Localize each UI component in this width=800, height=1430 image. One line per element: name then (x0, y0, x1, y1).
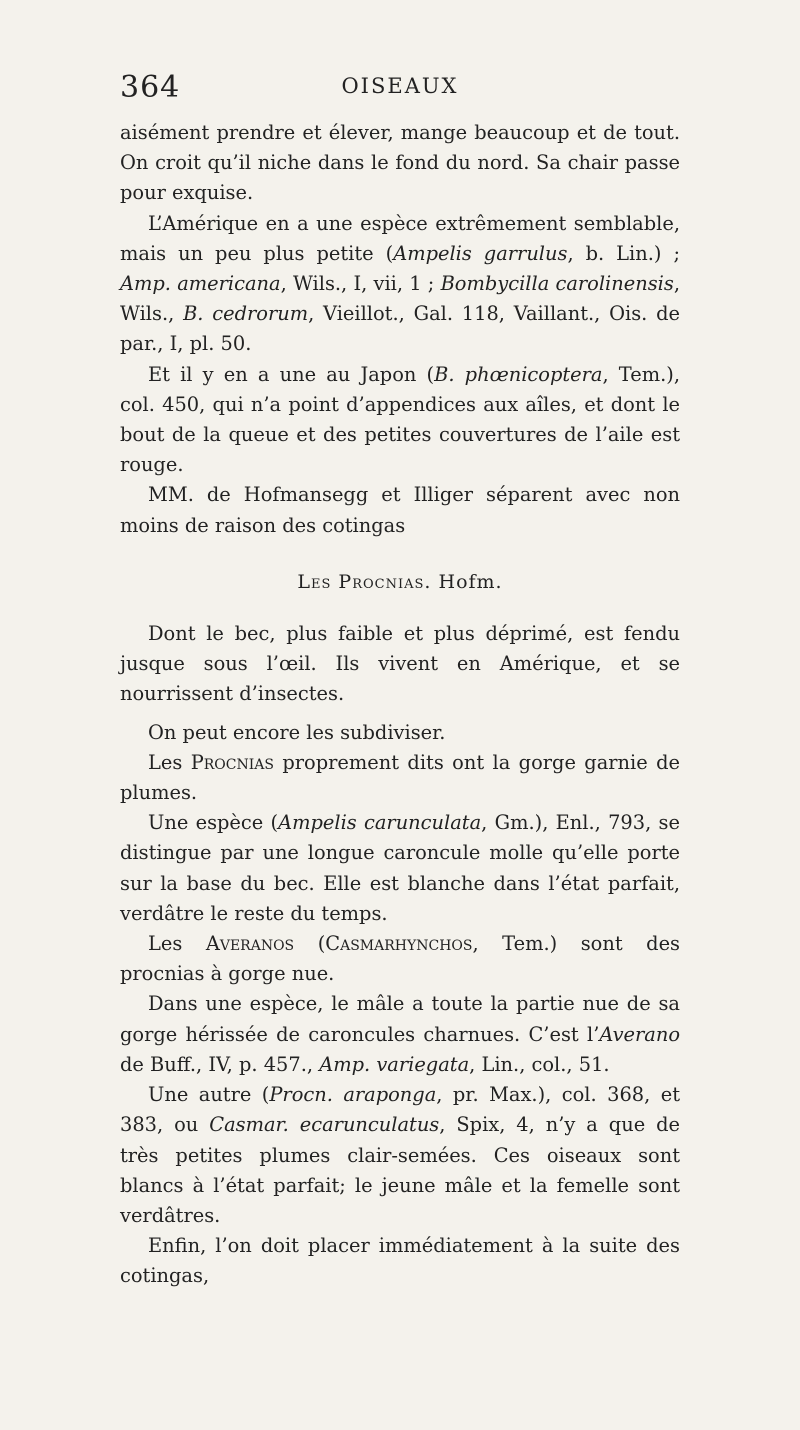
paragraph-12: Enfin, l’on doit placer immédiatement à la suite des cotingas, (120, 1234, 680, 1288)
species-name: Casmar. ecarunculatus (209, 1113, 440, 1137)
paragraph-7 (120, 748, 680, 808)
running-head: OISEAUX (341, 74, 459, 98)
species-name: Ampelis carunculata (278, 811, 482, 835)
paragraph-8 (120, 808, 680, 929)
heading-author: . Hofm. (424, 570, 503, 593)
paragraph-9 (120, 929, 680, 989)
text-run: , Vieillot., Gal. 118, Vaillant., Ois. de par., I, pl. 50. (120, 302, 680, 356)
text-run: ( (294, 932, 326, 956)
heading-genus: Les Procnias (297, 570, 425, 593)
paragraph-4: MM. de Hofmansegg et Illiger séparent avec non moins de raison des cotingas (120, 483, 680, 537)
text-run: Une espèce ( (148, 811, 279, 835)
section-heading (120, 567, 680, 597)
paragraph-2 (120, 209, 680, 360)
text-run: , Gm.), Enl., 793, se distingue par une longue caroncule molle qu’elle porte sur la base du bec. Elle est blanche dans l’état parfait, verdâtre le reste du temps. (120, 811, 680, 925)
genus-name: Procnias (190, 750, 274, 774)
text-run: , Wils., I, vii, 1 ; (280, 272, 441, 296)
paragraph-11 (120, 1080, 680, 1231)
paragraph-3 (120, 360, 680, 481)
text-run: , b. Lin.) ; (567, 241, 680, 265)
species-name: Bombycilla carolinensis (440, 272, 674, 296)
text-run: , Tem.), col. 450, qui n’a point d’appendices aux aîles, et dont le bout de la queue et des petites couvertures de l’aile est rouge. (120, 362, 680, 477)
text-run: Une autre ( (148, 1083, 270, 1107)
text-run: Et il y en a une au Japon ( (148, 362, 435, 386)
species-name: Ampelis garrulus (393, 241, 568, 265)
paragraph-1: aisément prendre et élever, mange beaucoup et de tout. On croit qu’il niche dans le fond du nord. Sa chair passe pour exquise. (120, 121, 680, 205)
species-name: B. phœnicoptera (434, 362, 603, 386)
text-run: proprement dits ont la gorge garnie de plumes. (120, 750, 680, 805)
page-number: 364 (120, 70, 181, 105)
species-name: B. cedrorum (183, 302, 309, 326)
text-run: Les (148, 932, 206, 956)
paragraph-5: Dont le bec, plus faible et plus déprimé, est fendu jusque sous l’œil. Ils vivent en Amérique, et se nourrissent d’insectes. (120, 622, 680, 706)
paragraph-10 (120, 989, 680, 1080)
genus-name: Averanos (205, 932, 295, 956)
body-text (120, 118, 680, 1292)
text-run: Dans une espèce, le mâle a toute la partie nue de sa gorge hérissée de caroncules charnues. C’est l’ (120, 992, 680, 1046)
species-name: Amp. variegata (319, 1052, 470, 1076)
text-run: de Buff., IV, p. 457., (120, 1052, 320, 1076)
paragraph-6: On peut encore les subdiviser. (148, 720, 446, 744)
text-run: , Wils., (120, 272, 680, 326)
species-name: Averano (599, 1022, 680, 1046)
text-run: L’Amérique en a une espèce extrêmement semblable, mais un peu plus petite ( (120, 211, 680, 265)
species-name: Procn. araponga (269, 1083, 437, 1107)
species-name: Amp. americana (120, 272, 281, 296)
page-header (120, 70, 680, 110)
text-run: Les (148, 750, 191, 774)
text-run: , Lin., col., 51. (469, 1052, 610, 1076)
text-run: , Tem.) sont des procnias à gorge nue. (120, 932, 681, 986)
genus-name: Casmarhynchos (325, 932, 473, 956)
text-run: , pr. Max.), col. 368, et 383, ou (120, 1083, 681, 1137)
text-run: , Spix, 4, n’y a que de très petites plumes clair-semées. Ces oiseaux sont blancs à l’état parfait; le jeune mâle et la femelle sont verdâtres. (120, 1113, 681, 1227)
